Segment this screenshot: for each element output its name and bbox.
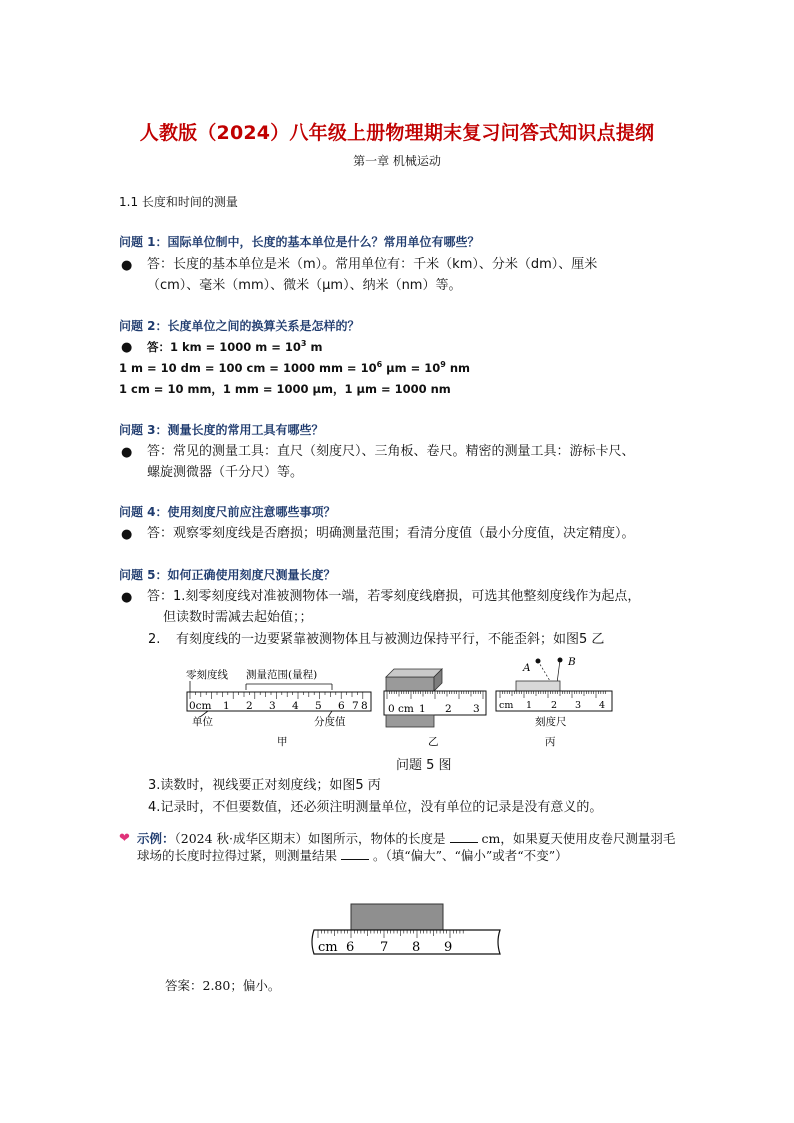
tick-label: 5 [315, 700, 322, 712]
answer-2-line-2: 1 m = 10 dm = 100 cm = 1000 mm = $10^6$ $\mu m = 10^9$ nm [119, 360, 471, 375]
ruler-unit-cm: cm [318, 940, 338, 955]
answer-3-line-2: 螺旋测微器（千分尺）等。 [147, 465, 304, 480]
tick-label: 3 [473, 703, 480, 715]
tick-label: 4 [292, 700, 299, 712]
example-text-3: 尺测量羽毛球场的长度时拉得过紧，则测量结果 [137, 831, 676, 863]
ruler-body [312, 930, 500, 954]
answer-5-line-2: 但读数时需减去起始值；； [163, 610, 313, 625]
measured-object [351, 904, 443, 930]
label-zero-line: 零刻度线 [186, 669, 228, 681]
ruler-bing [496, 656, 612, 748]
chapter-heading: 第一章 机械运动 [353, 154, 441, 168]
example-text-5: 变”） [536, 848, 568, 863]
tick-label: 3 [575, 700, 582, 711]
figure-5 [180, 655, 620, 755]
example-text [137, 830, 682, 864]
question-2: 问题 2：长度单位之间的换算关系是怎样的？ [119, 319, 360, 333]
bullet-icon: ● [121, 258, 133, 273]
label-unit: 单位 [192, 716, 213, 728]
answer-5-line-3-number: 2. [148, 632, 161, 647]
example-text-1: （2024 秋·成华区期末）如图所示，物体的长度是 [174, 831, 446, 846]
bullet-icon: ● [121, 340, 133, 355]
figure-name-bing: 丙 [545, 736, 556, 748]
example-text-4: 。（填“偏大”、“偏小”或者“不 [372, 848, 537, 863]
tick-label: 1 [526, 700, 533, 711]
example-label: 示例： [137, 831, 175, 846]
question-3: 问题 3：测量长度的常用工具有哪些？ [119, 423, 324, 437]
label-a: A [523, 662, 531, 674]
tick-label: 6 [338, 700, 345, 712]
answer-2-line-1: 答：1 km = 1000 $m = 10^3$ m [147, 339, 323, 354]
bullet-icon: ● [121, 445, 133, 460]
answer-3-line-1: 答：常见的测量工具：直尺（刻度尺）、三角板、卷尺。精密的测量工具：游标卡尺、 [147, 444, 635, 459]
ruler-unit-cm: 0 cm [388, 703, 414, 715]
blank-2 [341, 849, 369, 860]
bullet-icon: ● [121, 527, 133, 542]
tick-label: 2 [246, 700, 253, 712]
label-division: 分度值 [314, 716, 346, 728]
ruler-jia [186, 668, 371, 748]
ruler-unit-cm: 0cm [189, 700, 212, 712]
figure-name-jia: 甲 [277, 736, 288, 748]
tick-label: 1 [223, 700, 230, 712]
tick-label: 4 [599, 700, 606, 711]
answer-5-line-5: 4.记录时，不但要数值，还必须注明测量单位，没有单位的记录是没有意义的。 [148, 800, 603, 815]
question-1: 问题 1：国际单位制中，长度的基本单位是什么？常用单位有哪些？ [119, 235, 480, 249]
answer-1-line-2: （cm）、毫米（mm）、微米（μm）、纳米（nm）等。 [147, 278, 462, 293]
answer-1-line-1: 答：长度的基本单位是米（m）。常用单位有：千米（km）、分米（dm）、厘米 [147, 257, 598, 272]
figure-caption: 问题 5 图 [396, 758, 452, 773]
document-title: 人教版（2024）八年级上册物理期末复习问答式知识点提纲 [139, 122, 655, 144]
answer-2-line-3: 1 cm = 10 mm，1 mm = 1000 μm，1 μm = 1000 nm [119, 382, 451, 396]
figure-name-yi: 乙 [428, 736, 439, 748]
example-ruler-figure [310, 898, 504, 960]
label-b: B [568, 656, 576, 668]
tick-label: 3 [269, 700, 276, 712]
ruler-yi [384, 669, 486, 748]
example-text-2: cm，如果夏天使用皮卷 [481, 831, 613, 846]
answer-5-line-1: 答：1.刻零刻度线对准被测物体一端，若零刻度线磨损，可选其他整刻度线作为起点， [147, 589, 641, 604]
tick-label: 2 [445, 703, 452, 715]
tick-label: 7 [380, 940, 389, 955]
tick-label: 2 [551, 700, 558, 711]
answer-4-line-1: 答：观察零刻度线是否磨损；明确测量范围；看清分度值（最小分度值，决定精度）。 [147, 526, 635, 541]
question-4: 问题 4：使用刻度尺前应注意哪些事项？ [119, 505, 336, 519]
label-ruler: 刻度尺 [535, 716, 567, 728]
example-answer: 答案：2.80；偏小。 [165, 978, 281, 993]
bullet-icon: ● [121, 590, 133, 605]
question-5: 问题 5：如何正确使用刻度尺测量长度？ [119, 568, 336, 582]
heart-icon: ❤ [119, 831, 130, 846]
label-range: 测量范围(量程) [246, 669, 318, 681]
blank-1 [450, 832, 478, 843]
ruler-unit-cm: cm [499, 700, 514, 711]
tick-label: 8 [361, 700, 368, 712]
answer-5-line-3: 有刻度线的一边要紧靠被测物体且与被测边保持平行，不能歪斜；如图5 乙 [176, 632, 605, 647]
tick-label: 9 [444, 940, 453, 955]
tick-label: 1 [419, 703, 426, 715]
tick-label: 6 [346, 940, 355, 955]
answer-5-line-4: 3.读数时，视线要正对刻度线；如图5 丙 [148, 778, 381, 793]
section-heading: 1.1 长度和时间的测量 [119, 195, 238, 209]
tick-label: 8 [412, 940, 421, 955]
tick-label: 7 [352, 700, 359, 712]
